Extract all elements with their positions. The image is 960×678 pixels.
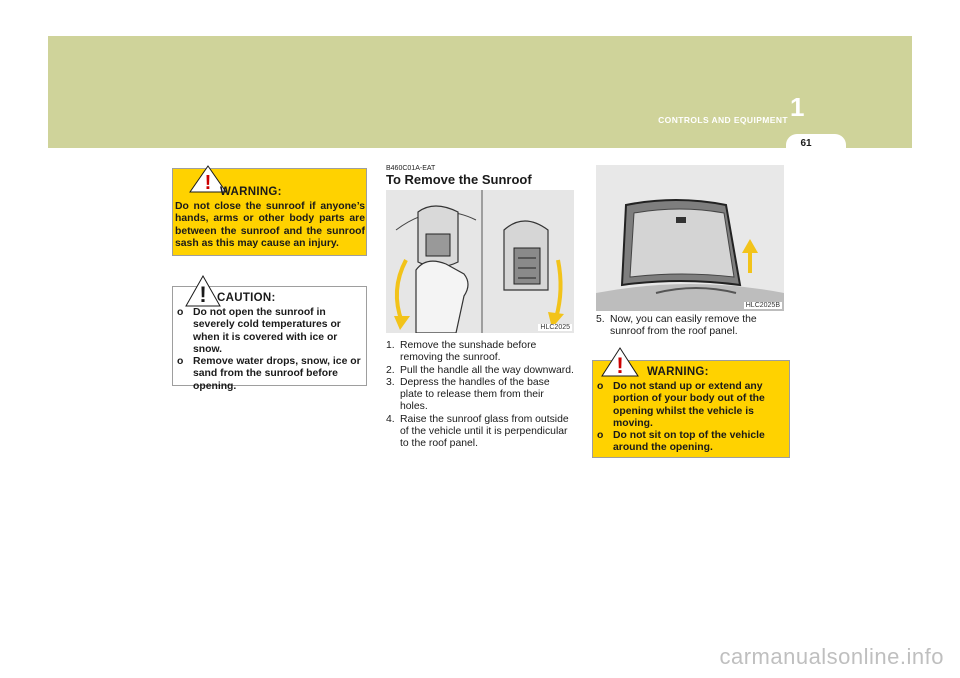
warning-triangle-icon [601,347,639,377]
warning-box-left [172,168,367,256]
svg-text:!: ! [199,282,207,307]
caution-box [172,282,367,392]
list-item: 5. Now, you can easily remove the sunroof from the roof panel. [596,314,757,338]
warning-list [597,381,787,455]
svg-text:!: ! [616,353,624,377]
steps-list [386,340,574,451]
warning-box-right [592,353,790,458]
caution-triangle-icon [185,275,221,307]
section-heading: To Remove the Sunroof [386,172,532,187]
list-item: o Do not open the sunroof in severely cold temperatures or when it is covered with ice or snow. [177,307,341,355]
list-item: 1. Remove the sunshade before removing the sunroof. [386,340,537,364]
list-item: 4. Raise the sunroof glass from outside of the vehicle until it is perpendicular to the roof panel. [386,413,569,450]
list-item: o Remove water drops, snow, ice or sand from the sunroof before opening. [177,356,361,392]
step-5 [596,314,784,339]
warning-text: Do not close the sunroof if anyone’s hands, arms or other body parts are between the sunroof and the sunroof sash as this may cause an injury. [175,201,365,249]
figure-label: HLC2025 [540,324,570,331]
section-code: B460C01A-EAT [386,165,436,172]
chapter-number: 1 [790,92,805,122]
figure-illustration [596,165,784,311]
svg-text:!: ! [204,172,212,193]
list-item: o Do not sit on top of the vehicle around the opening. [597,430,765,454]
figure-remove-glass [596,165,784,311]
caution-title: CAUTION: [217,292,276,304]
caution-list [177,307,365,393]
list-item: 3. Depress the handles of the base plate to release them from their holes. [386,376,550,413]
list-item: o Do not stand up or extend any portion of your body out of the opening whilst the vehicle is moving. [597,381,765,429]
figure-illustration [386,190,574,333]
warning-title: WARNING: [647,366,709,378]
page-number: 61 [800,138,812,149]
warning-title: WARNING: [220,186,282,198]
watermark: carmanualsonline.info [719,644,944,669]
figure-label: HLC2025B [745,302,780,309]
list-item: 2. Pull the handle all the way downward. [386,364,574,376]
section-title: CONTROLS AND EQUIPMENT [658,115,788,125]
header-band [48,36,912,148]
figure-remove-sunshade [386,190,574,333]
